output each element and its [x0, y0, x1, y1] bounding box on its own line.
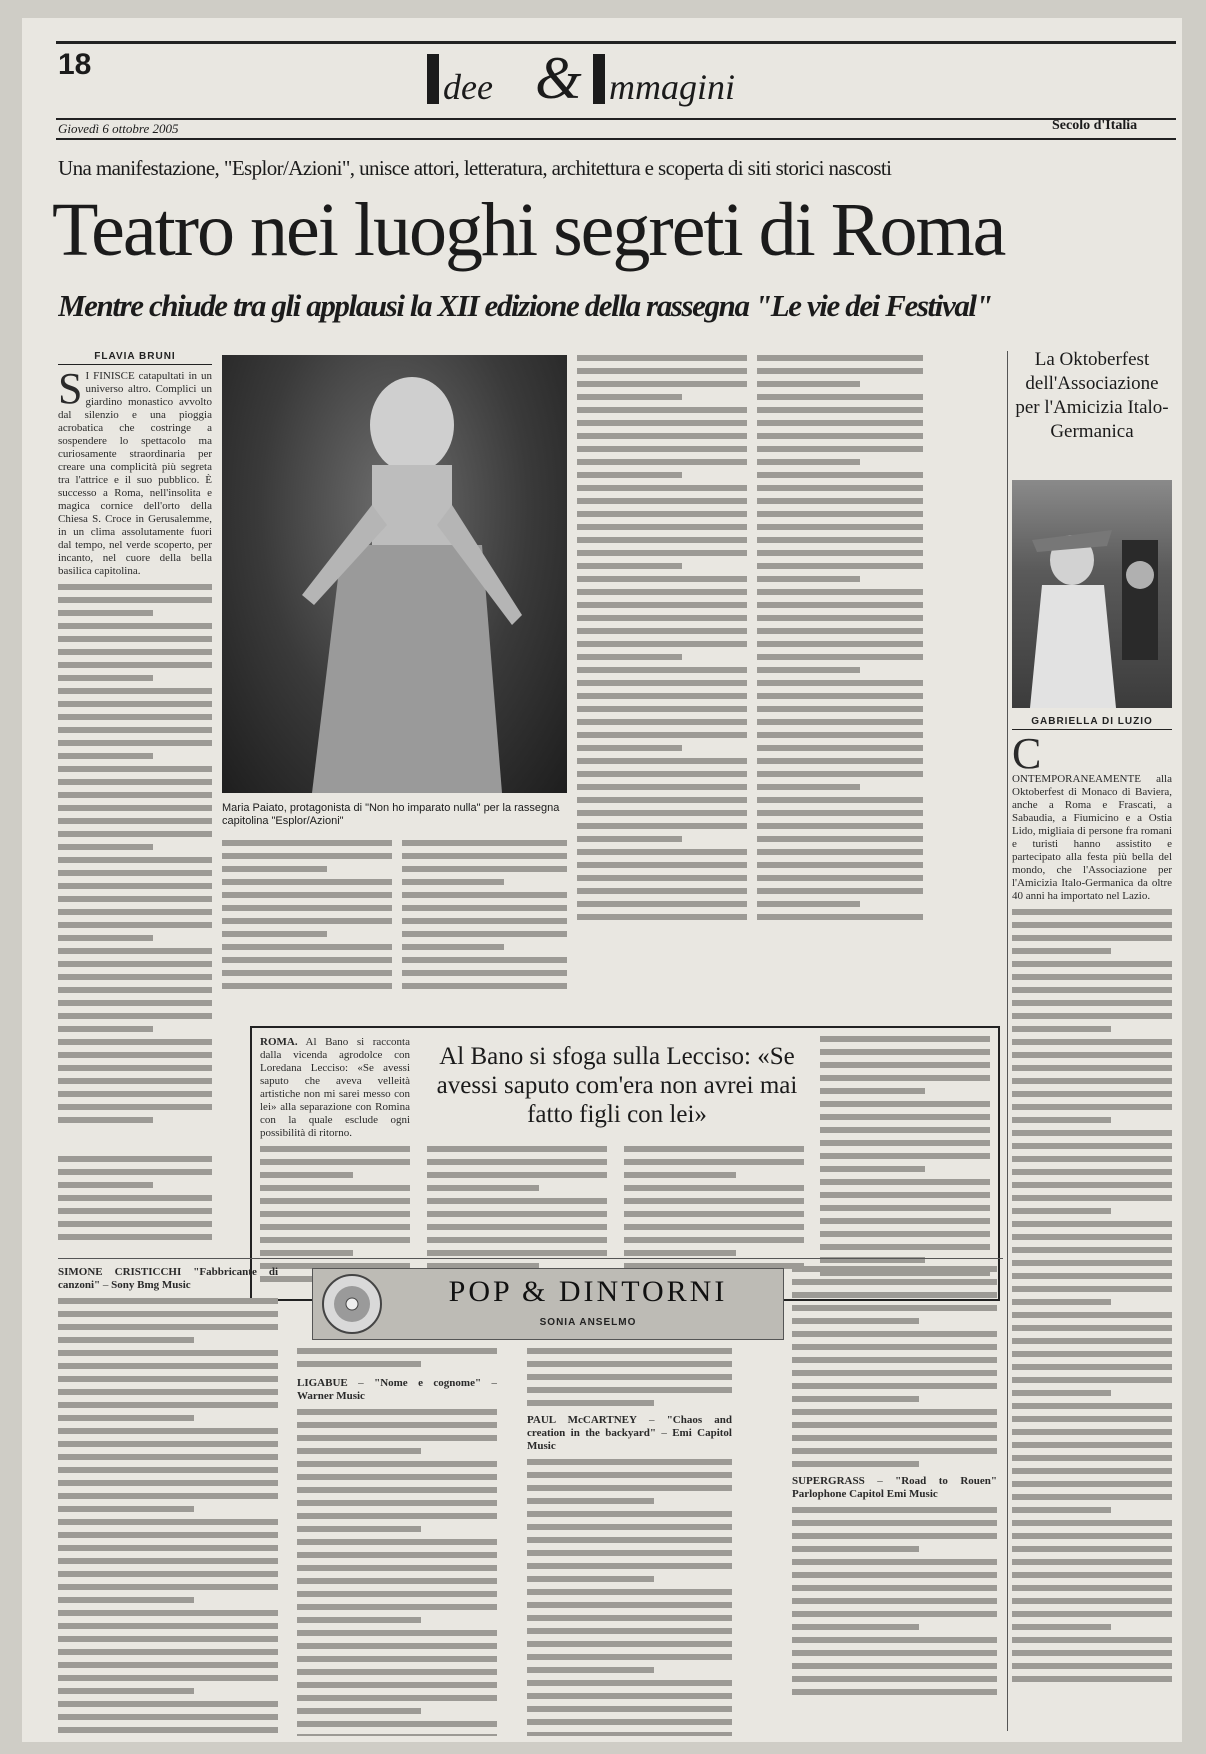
review-mccartney-artist: PAUL McCARTNEY — [527, 1414, 637, 1426]
actress-figure-illustration — [222, 355, 567, 793]
article-lead — [58, 370, 212, 1150]
review-ligabue: LIGABUE – "Nome e cognome" – Warner Music — [297, 1348, 497, 1736]
article-body-col4 — [577, 355, 747, 1010]
section-title-part2: mmagini — [609, 67, 735, 107]
albano-headline: Al Bano si sfoga sulla Lecciso: «Se avessi saputo com'era non avrei mai fatto figli con lei» — [436, 1043, 798, 1128]
article-body-col1-cont — [58, 1156, 212, 1256]
article-lead-text: I FINISCE catapultati in un universo altro. Complici un giardino monastico avvolto dal silenzio e una pioggia acrobatica che costringe a sospendere lo spettacolo ma curiosamente straordinaria per creare una complicità più segreta tra l'attrice e il suo pubblico. È successo a Roma, nell'insolita e magica cornice dell'orto della Chiesa S. Croce in Gerusalemme, in un clima assolutamente fuori dal tempo, nel verde scoperto, per incanto, nel cuore della bella basilica capitolina. — [58, 370, 212, 577]
review-supergrass: SUPERGRASS – "Road to Rouen" Parlophone Capitol Emi Music — [792, 1266, 997, 1736]
albano-dateline: ROMA. — [260, 1036, 298, 1048]
article-body-col5 — [757, 355, 923, 1010]
article-dropcap: S — [58, 370, 83, 413]
albano-body-col4 — [820, 1036, 990, 1294]
section-title-part1: dee — [443, 67, 493, 107]
review-mccartney-title: "Chaos and creation in the backyard" — [527, 1414, 732, 1439]
review-supergrass-label: Parlophone Capitol Emi Music — [792, 1488, 938, 1500]
music-banner — [312, 1268, 784, 1340]
section-title — [427, 44, 827, 114]
review-supergrass-title: "Road to Rouen" — [895, 1475, 997, 1487]
oktoberfest-photo — [1012, 480, 1172, 708]
albano-lead — [260, 1036, 410, 1294]
review-mccartney-label: Emi Capitol Music — [527, 1427, 732, 1452]
article-kicker: Una manifestazione, "Esplor/Azioni", unisce attori, letteratura, architettura e scoperta di siti storici nascosti — [58, 156, 892, 180]
albano-box — [250, 1026, 1000, 1301]
photo-caption: Maria Paiato, protagonista di "Non ho imparato nulla" per la rassegna capitolina "Esplor/Azioni" — [222, 802, 560, 827]
oktoberfest-headline: La Oktoberfest dell'Associazione per l'Amicizia Italo-Germanica — [1015, 349, 1169, 442]
oktoberfest-figures-illustration — [1012, 480, 1172, 708]
review-cristicchi-title: "Fabbricante di canzoni" — [58, 1266, 278, 1291]
section-title-amp: & — [535, 45, 582, 111]
oktoberfest-dropcap: C — [1012, 735, 1042, 778]
review-cristicchi-artist: SIMONE CRISTICCHI — [58, 1266, 182, 1278]
review-ligabue-label: Warner Music — [297, 1390, 365, 1402]
oktoberfest-byline: GABRIELLA DI LUZIO — [1031, 716, 1153, 727]
page-number: 18 — [58, 48, 92, 81]
oktoberfest-lead-text: ONTEMPORANEAMENTE alla Oktoberfest di Monaco di Baviera, anche a Roma e Frascati, a Sabaudia, a Fiumicino e a Ostia Lido, migliaia di persone fra romani e turisti hanno assistito e partecipato alla festa più bella del mondo, che l'Associazione per l'Amicizia Italo-Germanica da oltre 40 anni ha importato nel Lazio. — [1012, 773, 1172, 902]
article-body-col3 — [402, 840, 567, 1010]
review-supergrass-artist: SUPERGRASS — [792, 1475, 865, 1487]
albano-lead-text: Al Bano si racconta dalla vicenda agrodolce con Loredana Lecciso: «Se avessi saputo che aveva velleità artistiche non mi sarei messo con lei» alla separazione con Romina con la quale esclude ogni possibilità di ritorno. — [260, 1036, 410, 1139]
newspaper-page — [22, 18, 1182, 1742]
review-cristicchi: SIMONE CRISTICCHI "Fabbricante di canzoni" – Sony Bmg Music — [58, 1266, 278, 1736]
article-photo — [222, 355, 567, 793]
issue-date: Giovedì 6 ottobre 2005 — [58, 121, 179, 136]
article-subheadline: Mentre chiude tra gli applausi la XII edizione della rassegna "Le vie dei Festival" — [58, 288, 992, 323]
cd-disc-icon — [321, 1273, 383, 1335]
article-byline: FLAVIA BRUNI — [94, 351, 176, 362]
review-ligabue-artist: LIGABUE — [297, 1377, 348, 1389]
article-body-col2 — [222, 840, 392, 1010]
review-ligabue-title: "Nome e cognome" — [374, 1377, 482, 1389]
review-cristicchi-label: Sony Bmg Music — [111, 1279, 191, 1291]
oktoberfest-lead — [1012, 735, 1172, 1731]
music-banner-byline: SONIA ANSELMO — [539, 1317, 637, 1328]
music-banner-title: POP & DINTORNI — [448, 1275, 728, 1308]
review-mccartney: PAUL McCARTNEY – "Chaos and creation in the backyard" – Emi Capitol Music — [527, 1348, 732, 1736]
newspaper-name: Secolo d'Italia — [1052, 118, 1138, 133]
article-headline: Teatro nei luoghi segreti di Roma — [52, 188, 1005, 272]
